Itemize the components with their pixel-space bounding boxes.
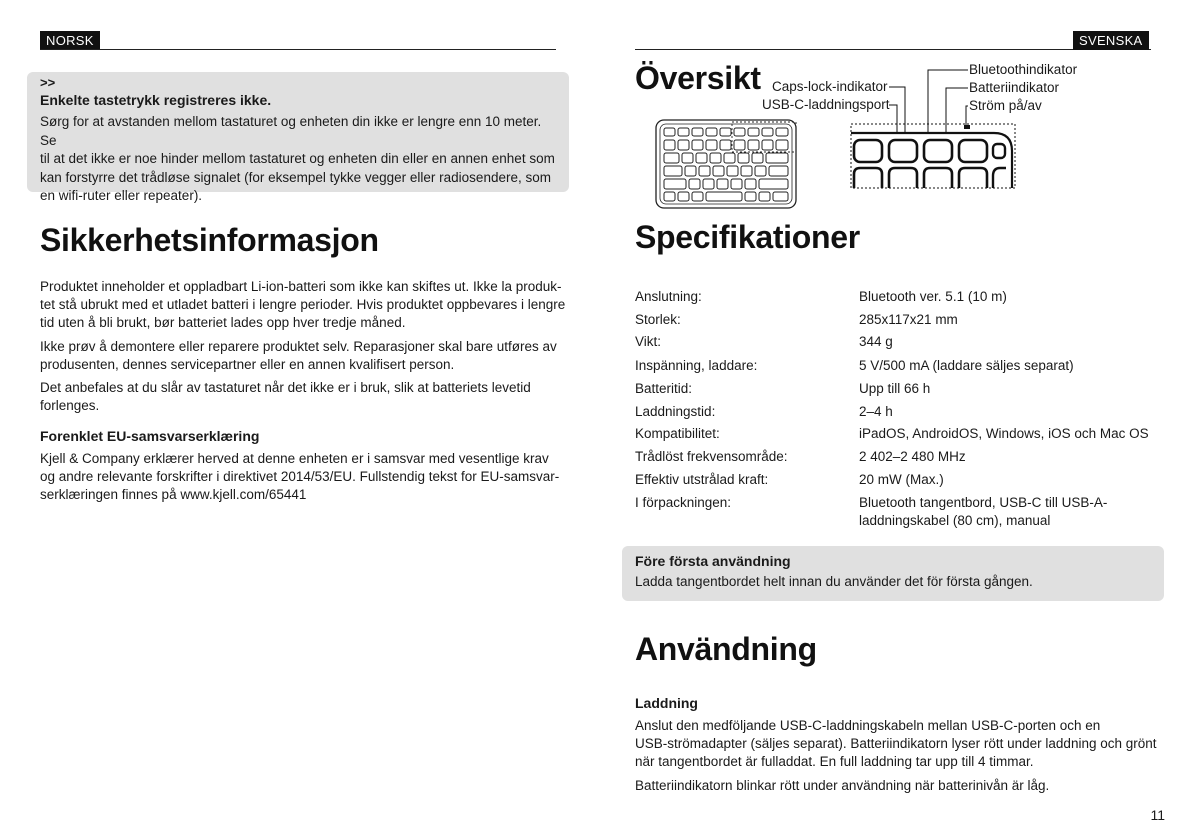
before-first-use-callout bbox=[622, 546, 1164, 601]
language-tag-svenska: SVENSKA bbox=[1073, 31, 1149, 50]
text-line: serklæringen finnes på www.kjell.com/65441 bbox=[40, 487, 307, 502]
spec-key: Batteritid: bbox=[635, 381, 693, 396]
spec-key: I förpackningen: bbox=[635, 495, 732, 510]
language-tag-norsk: NORSK bbox=[40, 31, 100, 50]
callout-leader-lines bbox=[889, 70, 968, 134]
callout-marker: >> bbox=[40, 75, 56, 90]
spec-value: Upp till 66 h bbox=[859, 381, 931, 396]
spec-value: Bluetooth ver. 5.1 (10 m) bbox=[859, 289, 1007, 304]
eu-declaration-heading: Forenklet EU-samsvarserklæring bbox=[40, 428, 260, 444]
text-line: forlenges. bbox=[40, 398, 100, 413]
spec-value: laddningskabel (80 cm), manual bbox=[859, 513, 1051, 528]
spec-key: Vikt: bbox=[635, 334, 662, 349]
spec-value: 20 mW (Max.) bbox=[859, 472, 944, 487]
callout-line: til at det ikke er noe hinder mellom tastaturet og enheten din eller en annen enhet som bbox=[40, 151, 555, 166]
callout-title: Enkelte tastetrykk registreres ikke. bbox=[40, 92, 272, 108]
label-power-switch: Ström på/av bbox=[969, 98, 1042, 113]
safety-heading: Sikkerhetsinformasjon bbox=[40, 222, 379, 258]
spec-value: 5 V/500 mA (laddare säljes separat) bbox=[859, 358, 1074, 373]
overview-heading: Översikt bbox=[635, 60, 761, 96]
spec-key: Inspänning, laddare: bbox=[635, 358, 758, 373]
text-line: produsenten, dennes servicepartner eller en annen kvalifisert person. bbox=[40, 357, 455, 372]
spec-value: Bluetooth tangentbord, USB-C till USB-A- bbox=[859, 495, 1108, 510]
text-line: Anslut den medföljande USB-C-laddningskabeln mellan USB-C-porten och en bbox=[635, 718, 1101, 733]
spec-key: Effektiv utstrålad kraft: bbox=[635, 472, 769, 487]
spec-key: Anslutning: bbox=[635, 289, 702, 304]
text-line: Det anbefales at du slår av tastaturet når det ikke er i bruk, slik at batteriets levetid bbox=[40, 380, 531, 395]
text-line: Produktet inneholder et oppladbart Li-ion-batteri som ikke kan skiftes ut. Ikke la produk- bbox=[40, 279, 562, 294]
keyboard-zoom-detail bbox=[851, 124, 1015, 188]
spec-value: 344 g bbox=[859, 334, 893, 349]
label-battery-indicator: Batteriindikator bbox=[969, 80, 1060, 95]
label-bluetooth-indicator: Bluetoothindikator bbox=[969, 62, 1078, 77]
text-line: og andre relevante forskrifter i direktivet 2014/53/EU. Fullstendig tekst for EU-samsvar- bbox=[40, 469, 560, 484]
callout-line: kan forstyrre det trådløse signalet (for eksempel tykke vegger eller radiosendere, som bbox=[40, 169, 551, 185]
spec-value: 2 402–2 480 MHz bbox=[859, 449, 966, 464]
spec-key: Storlek: bbox=[635, 312, 681, 327]
label-caps-lock-indicator: Caps-lock-indikator bbox=[772, 79, 888, 94]
text-line: USB-strömadapter (säljes separat). Batteriindikatorn lyser rött under laddning och grönt bbox=[635, 736, 1157, 751]
spec-key: Kompatibilitet: bbox=[635, 426, 720, 441]
callout-text: Ladda tangentbordet helt innan du använder det för första gången. bbox=[635, 574, 1033, 589]
text-line: tid uten å bli brukt, bør batteriet lades opp hver tredje måned. bbox=[40, 315, 406, 330]
spec-key: Trådlöst frekvensområde: bbox=[635, 449, 788, 464]
spec-value: iPadOS, AndroidOS, Windows, iOS och Mac OS bbox=[859, 426, 1149, 441]
spec-value: 285x117x21 mm bbox=[859, 312, 958, 327]
text-line: Ikke prøv å demontere eller reparere produktet selv. Reparasjoner skal bare utføres av bbox=[40, 339, 557, 354]
text-line: Kjell & Company erklærer herved at denne enheten er i samsvar med vesentlige krav bbox=[40, 451, 549, 466]
specifications-heading: Specifikationer bbox=[635, 219, 860, 255]
header-rule-left bbox=[40, 49, 556, 50]
charging-subheading: Laddning bbox=[635, 695, 698, 711]
text-line: tet stå ubrukt med et utladet batteri i lengre perioder. Hvis produktet oppbevares i lengre bbox=[40, 297, 566, 312]
charging-paragraph-2: Batteriindikatorn blinkar rött under användning när batterinivån är låg. bbox=[635, 778, 1050, 793]
keyboard-small-view bbox=[656, 120, 796, 208]
tip-callout bbox=[27, 72, 569, 203]
usage-heading: Användning bbox=[635, 631, 817, 667]
spec-key: Laddningstid: bbox=[635, 404, 716, 419]
label-usb-c-port: USB-C-laddningsport bbox=[762, 97, 890, 112]
spec-value: 2–4 h bbox=[859, 404, 893, 419]
callout-line: en wifi-ruter eller repeater). bbox=[40, 188, 203, 203]
callout-title: Före första användning bbox=[635, 553, 791, 569]
text-line: när tangentbordet är fulladdat. En full laddning tar upp till 4 timmar. bbox=[635, 754, 1034, 769]
page-number: 11 bbox=[1150, 807, 1165, 823]
callout-line: Sørg for at avstanden mellom tastaturet og enheten din ikke er lengre enn 10 meter. Se bbox=[40, 114, 542, 148]
